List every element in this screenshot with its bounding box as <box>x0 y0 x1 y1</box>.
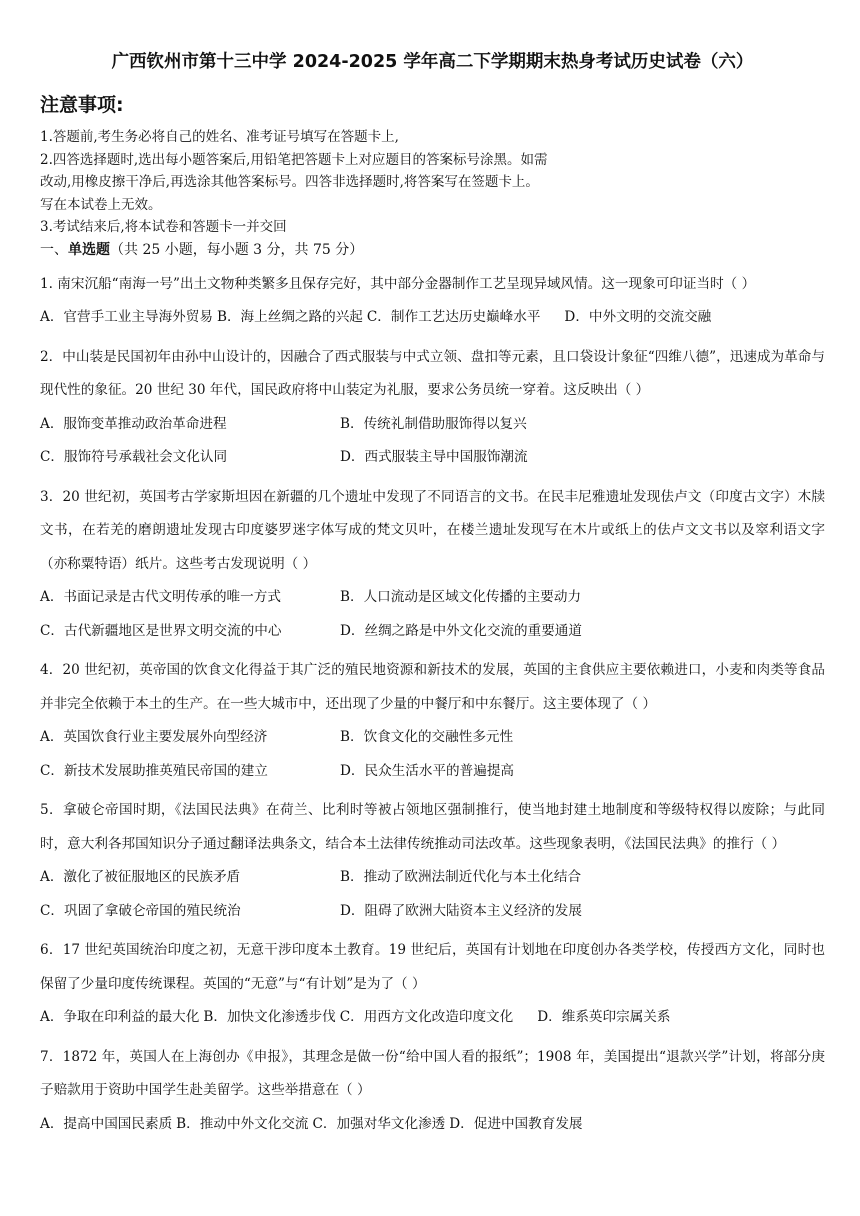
exam-page <box>40 50 825 1141</box>
option-b[interactable]: B．加快文化渗透步伐 <box>203 1009 336 1025</box>
options-row <box>40 1001 825 1035</box>
options-row <box>40 895 825 929</box>
question-stem: 5．拿破仑帝国时期，《法国民法典》在荷兰、比利时等被占领地区强制推行，使当地封建土地制度和等级特权得以废除；与此同时，意大利各邦国知识分子通过翻译法典条文，结合本土法律传统推动司法改革。这些现象表明，《法国民法典》的推行（ ） <box>40 802 825 852</box>
question-4 <box>40 654 825 788</box>
option-b[interactable]: B．饮食文化的交融性多元性 <box>340 729 514 745</box>
option-c[interactable]: C．服饰符号承载社会文化认同 <box>40 449 228 465</box>
section-description: （共 25 小题，每小题 3 分，共 75 分） <box>110 241 364 258</box>
option-d[interactable]: D．维系英印宗属关系 <box>537 1009 671 1025</box>
options-row <box>40 861 825 895</box>
question-3 <box>40 481 825 649</box>
option-a[interactable]: A．激化了被征服地区的民族矛盾 <box>40 869 241 885</box>
question-6 <box>40 934 825 1035</box>
option-c[interactable]: C．用西方文化改造印度文化 <box>339 1009 514 1025</box>
option-b[interactable]: B．人口流动是区域文化传播的主要动力 <box>340 589 582 605</box>
question-2 <box>40 341 825 475</box>
options-row <box>40 755 825 789</box>
section-heading <box>40 239 825 262</box>
section-prefix: 一、 <box>40 241 68 258</box>
option-d[interactable]: D．促进中国教育发展 <box>449 1115 583 1132</box>
option-a[interactable]: A．书面记录是古代文明传承的唯一方式 <box>40 589 281 605</box>
notice-line: 改动,用橡皮擦干净后,再选涂其他答案标号。四答非选择题时,将答案写在签题卡上。 <box>40 174 539 190</box>
option-c[interactable]: C．古代新疆地区是世界文明交流的中心 <box>40 622 282 639</box>
question-stem: 4．20 世纪初，英帝国的饮食文化得益于其广泛的殖民地资源和新技术的发展，英国的主食供应主要依赖进口，小麦和肉类等食品并非完全依赖于本土的生产。在一些大城市中，还出现了少量的中餐厅和中东餐厅。这主要体现了（ ） <box>40 662 825 712</box>
option-a[interactable]: A．英国饮食行业主要发展外向型经济 <box>40 729 268 745</box>
question-stem: 2．中山装是民国初年由孙中山设计的，因融合了西式服装与中式立领、盘扣等元素，且口袋设计象征“四维八德”，迅速成为革命与现代性的象征。20 世纪 30 年代，国民政府将中山装定为礼服，要求公务员统一穿着。这反映出（ ） <box>40 348 825 398</box>
options-row <box>40 581 825 615</box>
option-c[interactable]: C．制作工艺达历史巅峰水平 <box>366 309 541 325</box>
option-c[interactable]: C．巩固了拿破仑帝国的殖民统治 <box>40 902 241 919</box>
option-d[interactable]: D．西式服装主导中国服饰潮流 <box>340 449 528 465</box>
options-row <box>40 301 825 335</box>
notice-heading: 注意事项: <box>40 94 124 116</box>
option-d[interactable]: D．阻碍了欧洲大陆资本主义经济的发展 <box>340 902 582 919</box>
option-d[interactable]: D．民众生活水平的普遍提高 <box>340 762 515 779</box>
question-5 <box>40 794 825 928</box>
notice-line: 2.四答选择题时,选出每小题答案后,用铅笔把答题卡上对应题目的答案标号涂黑。如需 <box>40 151 548 168</box>
option-b[interactable]: B．推动中外文化交流 <box>176 1115 309 1132</box>
option-a[interactable]: A．官营手工业主导海外贸易 <box>40 309 213 325</box>
question-stem: 3．20 世纪初，英国考古学家斯坦因在新疆的几个遗址中发现了不同语言的文书。在民丰尼雅遗址发现佉卢文（印度古文字）木牍文书，在若羌的磨朗遗址发现古印度婆罗迷字体写成的梵文贝叶，在楼兰遗址发现写在木片或纸上的佉卢文文书以及窣利语文字（亦称粟特语）纸片。这些考古发现说明（ ） <box>40 488 825 572</box>
options-row <box>40 408 825 442</box>
options-row <box>40 615 825 649</box>
notice-line: 1.答题前,考生务必将自己的姓名、准考证号填写在答题卡上, <box>40 129 399 145</box>
options-row <box>40 1108 825 1142</box>
notice-line: 3.考试结来后,将本试卷和答题卡一并交回 <box>40 219 287 235</box>
option-a[interactable]: A．争取在印利益的最大化 <box>40 1009 200 1025</box>
option-b[interactable]: B．推动了欧洲法制近代化与本土化结合 <box>340 869 582 885</box>
option-c[interactable]: C．加强对华文化渗透 <box>312 1115 446 1132</box>
option-d[interactable]: D．丝绸之路是中外文化交流的重要通道 <box>340 622 582 639</box>
question-stem: 7．1872 年，英国人在上海创办《申报》，其理念是做一份“给中国人看的报纸”；1908 年，美国提出“退款兴学”计划，将部分庚子赔款用于资助中国学生赴美留学。这些举措意在（ ） <box>40 1048 825 1098</box>
option-a[interactable]: A．提高中国国民素质 <box>40 1115 173 1132</box>
question-stem: 1. 南宋沉船“南海一号”出土文物种类繁多且保存完好，其中部分金器制作工艺呈现异域风情。这一现象可印证当时（ ） <box>40 275 756 292</box>
option-c[interactable]: C．新技术发展助推英殖民帝国的建立 <box>40 762 268 779</box>
options-row <box>40 441 825 475</box>
section-name: 单选题 <box>68 241 110 258</box>
question-1 <box>40 268 825 335</box>
option-b[interactable]: B．传统礼制借助服饰得以复兴 <box>340 415 527 432</box>
options-row <box>40 721 825 755</box>
notice-block <box>40 126 825 239</box>
option-d[interactable]: D．中外文明的交流交融 <box>564 309 712 325</box>
exam-title: 广西钦州市第十三中学 2024-2025 学年高二下学期期末热身考试历史试卷（六） <box>111 52 754 72</box>
notice-line: 写在本试卷上无效。 <box>40 196 162 213</box>
question-stem: 6．17 世纪英国统治印度之初，无意干涉印度本土教育。19 世纪后，英国有计划地在印度创办各类学校，传授西方文化，同时也保留了少量印度传统课程。英国的“无意”与“有计划”是为了（ ） <box>40 942 825 992</box>
option-a[interactable]: A．服饰变革推动政治革命进程 <box>40 415 227 432</box>
question-7 <box>40 1041 825 1142</box>
option-b[interactable]: B．海上丝绸之路的兴起 <box>216 309 363 325</box>
